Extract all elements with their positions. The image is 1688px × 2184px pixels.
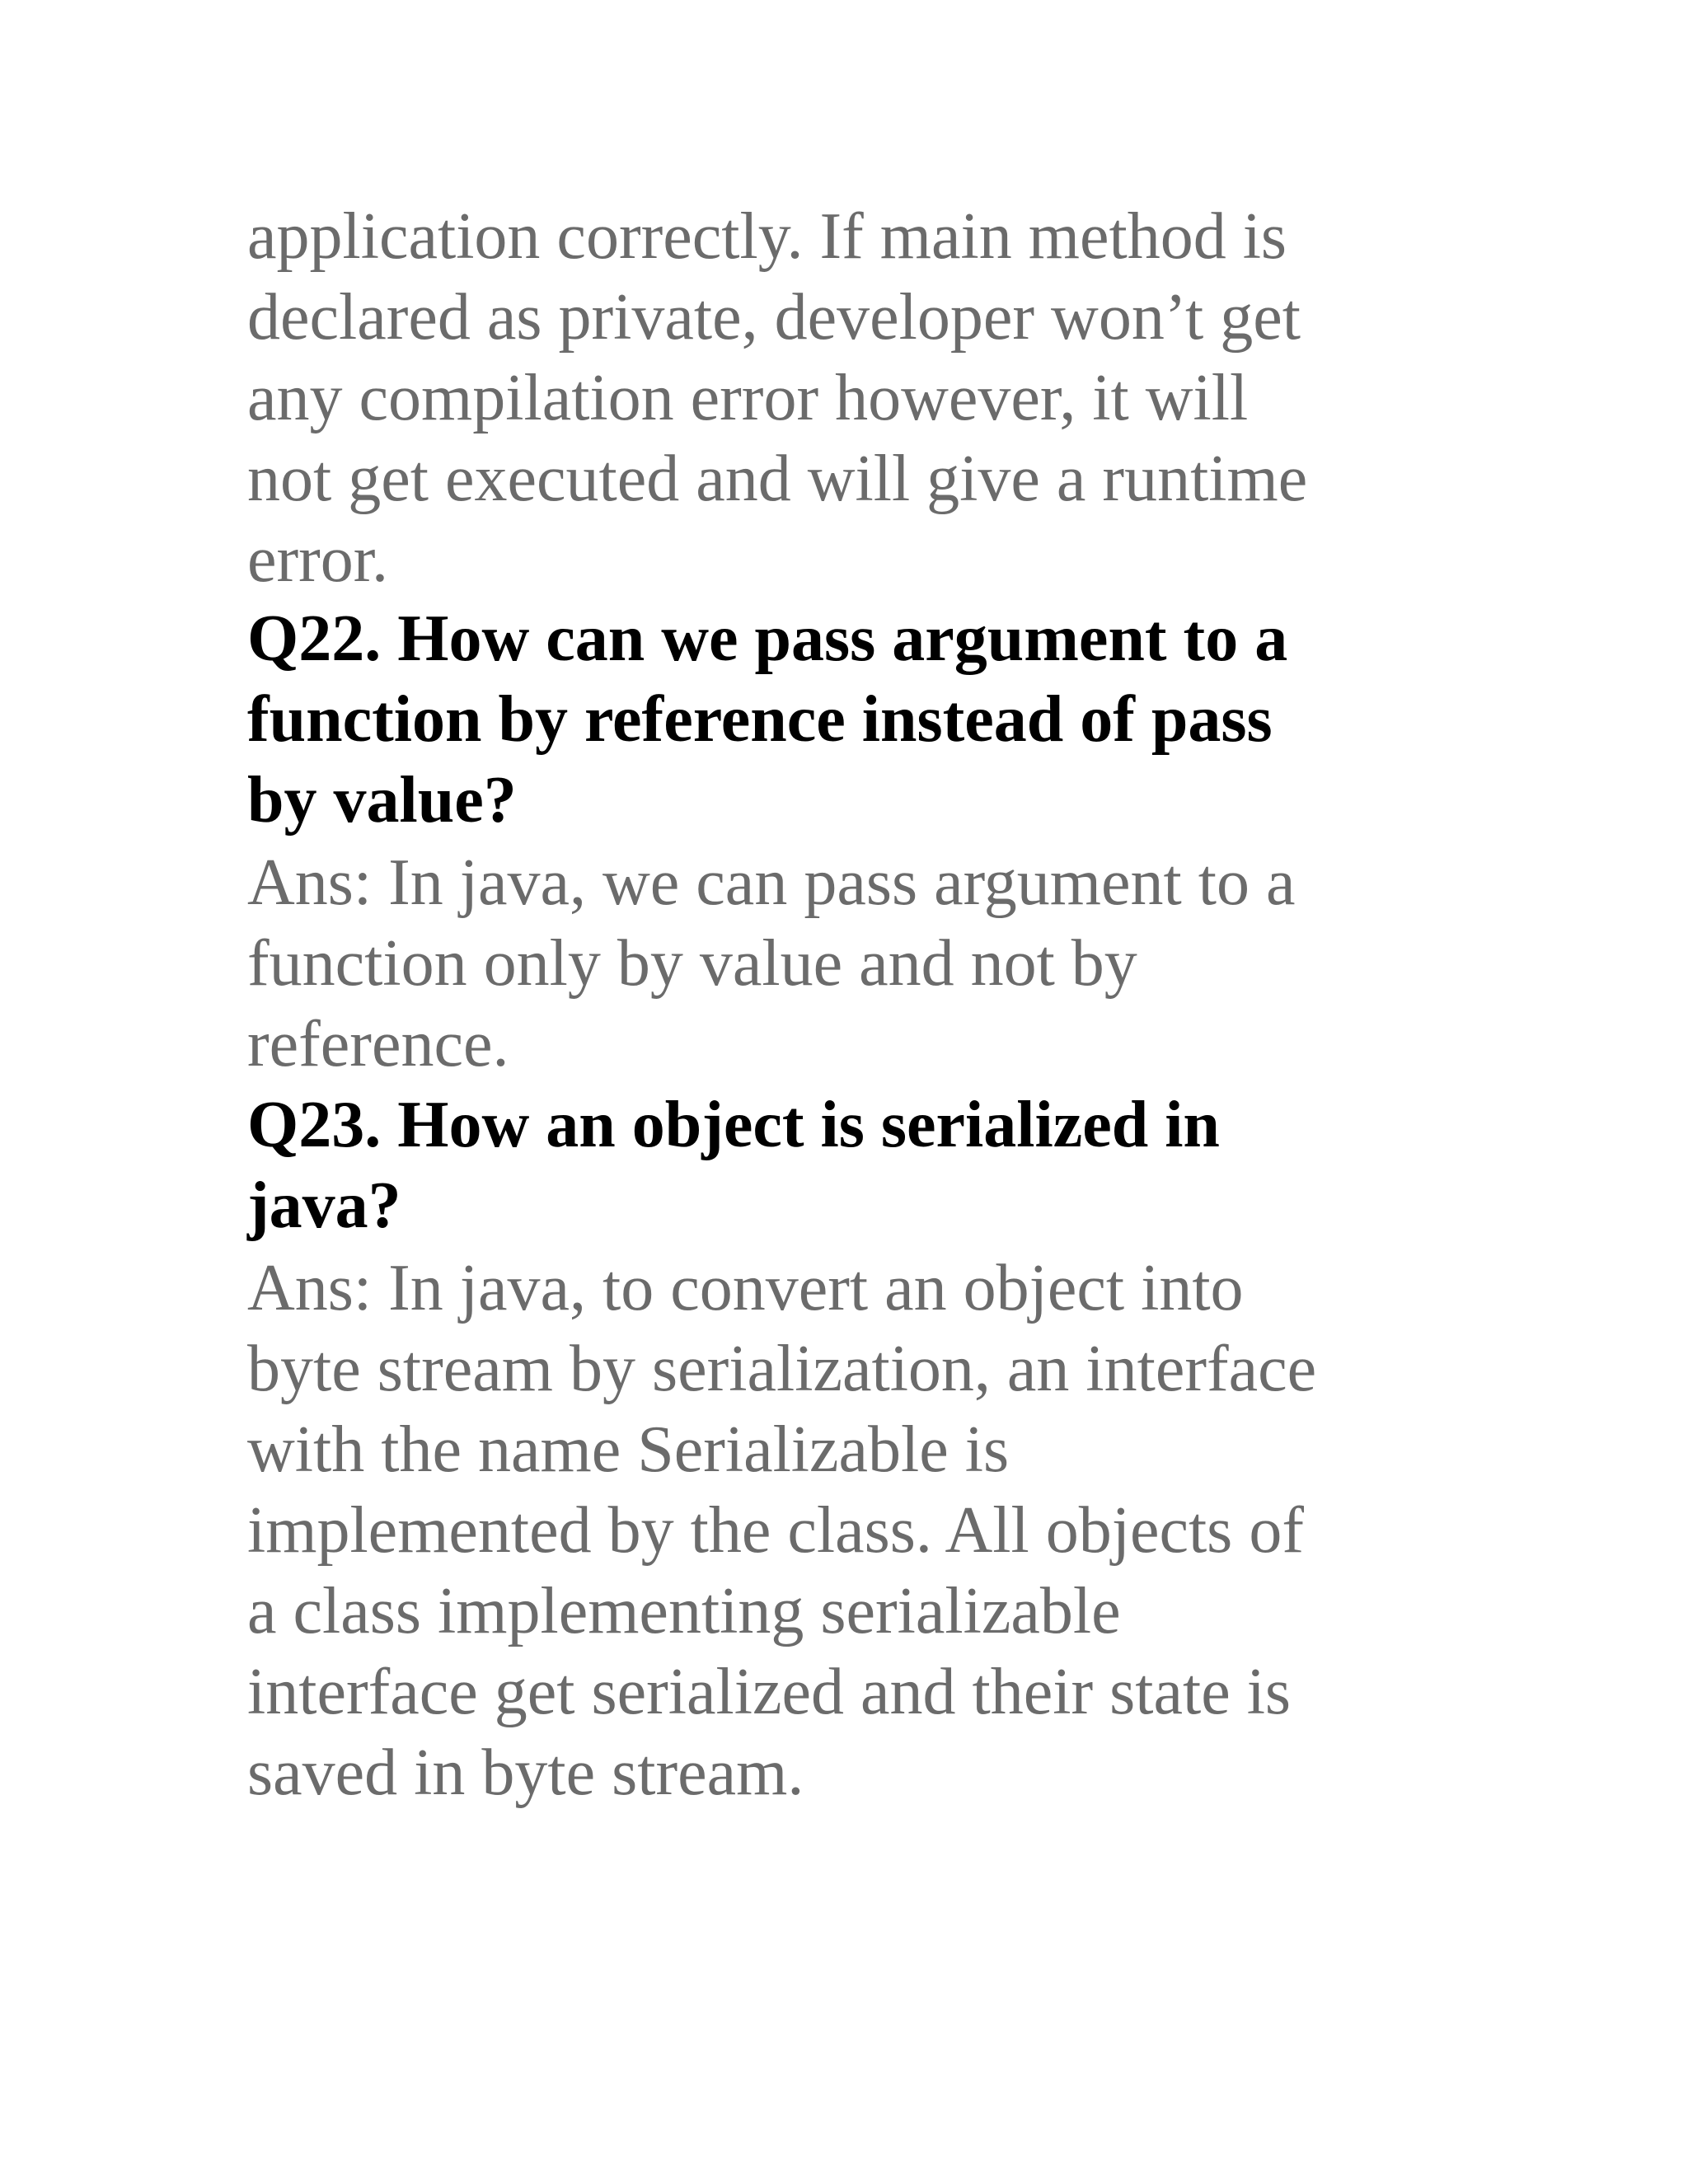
text-line: error. bbox=[247, 523, 389, 596]
question-22-heading bbox=[247, 598, 1418, 841]
text-line: interface get serialized and their state is bbox=[247, 1656, 1292, 1728]
text-line: not get executed and will give a runtime bbox=[247, 443, 1308, 515]
text-line: Ans: In java, we can pass argument to a bbox=[247, 846, 1296, 919]
question-line: Q23. How an object is serialized in bbox=[247, 1089, 1220, 1161]
page-content bbox=[247, 196, 1418, 1813]
question-line: by value? bbox=[247, 764, 517, 837]
answer-23 bbox=[247, 1248, 1418, 1813]
text-line: reference. bbox=[247, 1008, 509, 1080]
text-line: implemented by the class. All objects of bbox=[247, 1494, 1304, 1567]
question-line: java? bbox=[247, 1169, 401, 1242]
previous-answer-continuation bbox=[247, 196, 1418, 600]
text-line: function only by value and not by bbox=[247, 927, 1137, 1000]
text-line: saved in byte stream. bbox=[247, 1736, 804, 1809]
text-line: application correctly. If main method is bbox=[247, 200, 1287, 273]
text-line: a class implementing serializable bbox=[247, 1575, 1121, 1647]
question-line: function by reference instead of pass bbox=[247, 683, 1273, 756]
answer-22 bbox=[247, 842, 1418, 1085]
text-line: any compilation error however, it will bbox=[247, 362, 1249, 434]
text-line: byte stream by serialization, an interface bbox=[247, 1333, 1317, 1405]
text-line: with the name Serializable is bbox=[247, 1413, 1010, 1486]
question-23-heading bbox=[247, 1085, 1418, 1246]
text-line: declared as private, developer won’t get bbox=[247, 281, 1301, 354]
question-line: Q22. How can we pass argument to a bbox=[247, 602, 1288, 675]
text-line: Ans: In java, to convert an object into bbox=[247, 1252, 1244, 1324]
